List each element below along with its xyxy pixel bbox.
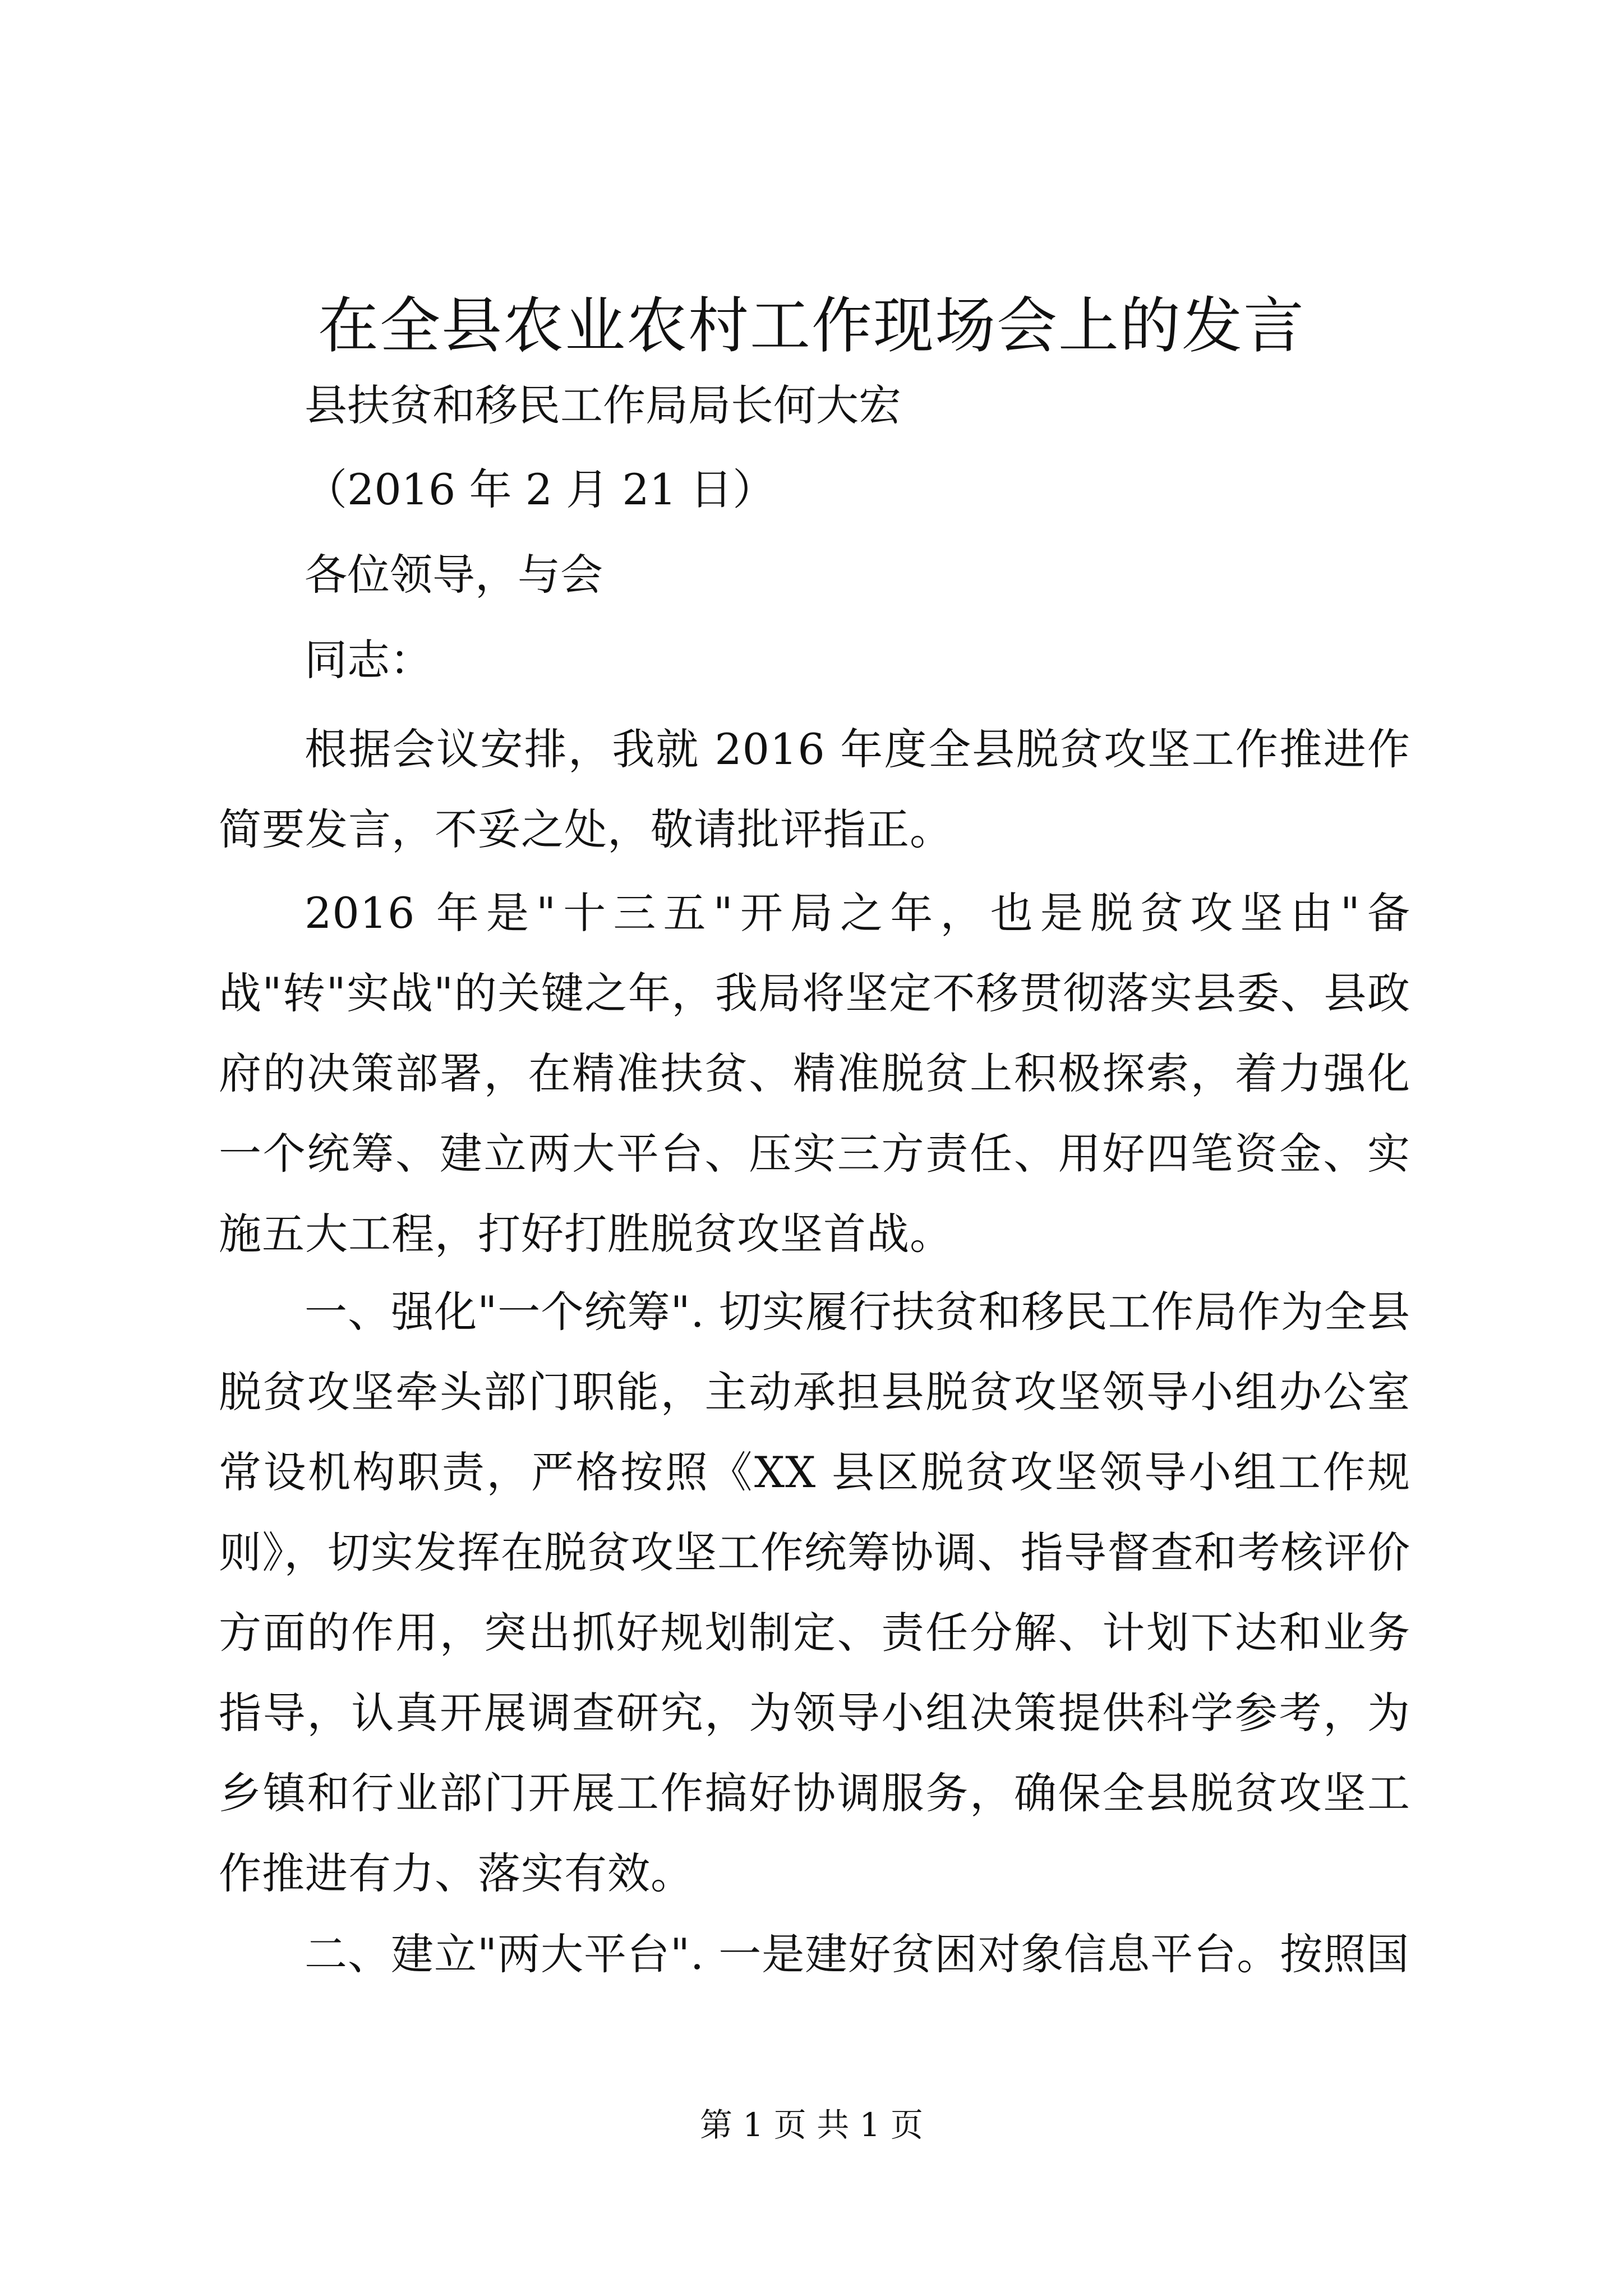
- paragraph-1: 根据会议安排，我就 2016 年度全县脱贫攻坚工作推进作简要发言，不妥之处，敬请批评指正。: [219, 724, 1410, 854]
- salutation-line-1: 各位领导，与会: [305, 550, 603, 600]
- date-line: （2016 年 2 月 21 日）: [305, 464, 776, 514]
- paragraph-2: 2016 年是"十三五"开局之年，也是脱贫攻坚由"备战"转"实战"的关键之年，我局将坚定不移贯彻落实县委、县政府的决策部署，在精准扶贫、精准脱贫上积极探索，着力强化一个统筹、建立两大平台、压实三方责任、用好四笔资金、实施五大工程，打好打胜脱贫攻坚首战。: [219, 888, 1410, 1259]
- salutation-line-2: 同志：: [305, 635, 432, 685]
- paragraph-3: 一、强化"一个统筹". 切实履行扶贫和移民工作局作为全县脱贫攻坚牵头部门职能，主动承担县脱贫攻坚领导小组办公室常设机构职责，严格按照《XX 县区脱贫攻坚领导小组工作规则》，切实发挥在脱贫攻坚工作统筹协调、指导督查和考核评价方面的作用，突出抓好规划制定、责任分解、计划下达和业务指导，认真开展调查研究，为领导小组决策提供科学参考，为乡镇和行业部门开展工作搞好协调服务，确保全县脱贫攻坚工作推进有力、落实有效。: [219, 1287, 1410, 1898]
- author-line: 县扶贫和移民工作局局长何大宏: [305, 380, 901, 430]
- document-title: 在全县农业农村工作现场会上的发言: [317, 291, 1305, 361]
- paragraph-4: 二、建立"两大平台". 一是建好贫困对象信息平台。按照国: [305, 1929, 1410, 1979]
- page-number-footer: 第 1 页 共 1 页: [700, 2106, 923, 2144]
